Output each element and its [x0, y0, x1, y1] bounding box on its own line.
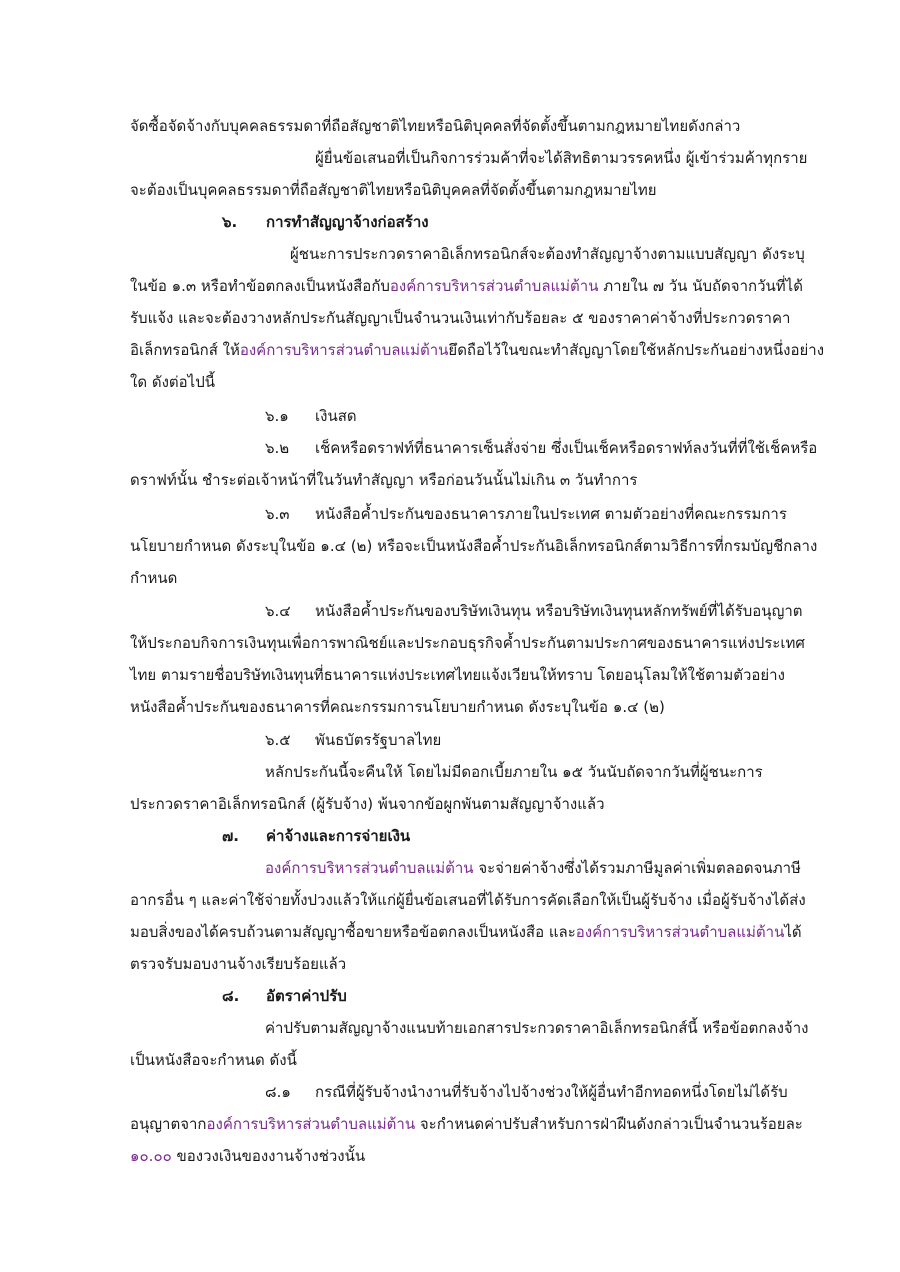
- paragraph-line: หนังสือค้ำประกันของธนาคารที่คณะกรรมการนโยบายกำหนด ดังระบุในข้อ ๑.๔ (๒): [130, 698, 665, 716]
- item-text: เช็คหรือดราฟท์ที่ธนาคารเซ็นสั่งจ่าย ซึ่งเป็นเช็คหรือดราฟท์ลงวันที่ที่ใช้เช็คหรือ: [315, 439, 818, 457]
- list-item-6-3: [265, 503, 787, 529]
- section-title: การทำสัญญาจ้างก่อสร้าง: [266, 213, 429, 231]
- text-segment: ได้: [784, 923, 802, 941]
- paragraph-line: หลักประกันนี้จะคืนให้ โดยไม่มีดอกเบี้ยภายใน ๑๕ วันนับถัดจากวันที่ผู้ชนะการ: [265, 763, 763, 781]
- paragraph-line: ผู้ยื่นข้อเสนอที่เป็นกิจการร่วมค้าที่จะได้สิทธิตามวรรคหนึ่ง ผู้เข้าร่วมค้าทุกราย: [315, 149, 808, 167]
- item-text: กรณีที่ผู้รับจ้างนำงานที่รับจ้างไปจ้างช่วงให้ผู้อื่นทำอีกทอดหนึ่งโดยไม่ได้รับ: [315, 1083, 788, 1101]
- paragraph-line: จะต้องเป็นบุคคลธรรมดาที่ถือสัญชาติไทยหรือนิติบุคคลที่จัดตั้งขึ้นตามกฎหมายไทย: [130, 181, 657, 199]
- list-item-6-5: [265, 729, 441, 755]
- org-name-highlight: องค์การบริหารส่วนตำบลแม่ต้าน: [575, 923, 785, 941]
- item-number: ๖.๒: [265, 439, 290, 457]
- item-number: ๘.๑: [265, 1083, 291, 1101]
- paragraph-line: กำหนด: [130, 569, 178, 587]
- item-text: หนังสือค้ำประกันของธนาคารภายในประเทศ ตามตัวอย่างที่คณะกรรมการ: [315, 505, 787, 523]
- list-item-6-2: [265, 437, 817, 463]
- paragraph-line: รับแจ้ง และจะต้องวางหลักประกันสัญญาเป็นจำนวนเงินเท่ากับร้อยละ ๕ ของราคาค่าจ้างที่ประกวดราคา: [130, 309, 791, 327]
- item-text: เงินสด: [315, 407, 357, 425]
- item-number: ๖.๕: [265, 731, 291, 749]
- paragraph-line: ผู้ชนะการประกวดราคาอิเล็กทรอนิกส์จะต้องทำสัญญาจ้างตามแบบสัญญา ดังระบุ: [290, 245, 805, 263]
- paragraph-line: ให้ประกอบกิจการเงินทุนเพื่อการพาณิชย์และประกอบธุรกิจค้ำประกันตามประกาศของธนาคารแห่งประเทศ: [130, 634, 805, 652]
- rate-value: ๑๐.๐๐: [130, 1147, 172, 1165]
- paragraph-line: ค่าปรับตามสัญญาจ้างแนบท้ายเอกสารประกวดราคาอิเล็กทรอนิกส์นี้ หรือข้อตกลงจ้าง: [265, 1019, 809, 1037]
- paragraph-line: ประกวดราคาอิเล็กทรอนิกส์ (ผู้รับจ้าง) พ้นจากข้อผูกพันตามสัญญาจ้างแล้ว: [130, 795, 605, 813]
- item-number: ๖.๓: [265, 505, 290, 523]
- text-segment: ภายใน ๗ วัน นับถัดจากวันที่ได้: [598, 277, 803, 295]
- text-segment: จะกำหนดค่าปรับสำหรับการฝ่าฝืนดังกล่าวเป็นจำนวนร้อยละ: [415, 1115, 803, 1133]
- section-number: ๗.: [222, 827, 239, 845]
- paragraph-line: อากรอื่น ๆ และค่าใช้จ่ายทั้งปวงแล้วให้แก่ผู้ยื่นข้อเสนอที่ได้รับการคัดเลือกให้เป็นผู้รับจ้าง เมื่อผู้รับจ้างได้ส่ง: [130, 891, 806, 909]
- text-segment: ในข้อ ๑.๓ หรือทำข้อตกลงเป็นหนังสือกับ: [130, 277, 390, 295]
- item-number: ๖.๔: [265, 602, 291, 620]
- paragraph-line: [130, 339, 824, 365]
- paragraph-line: ดราฟท์นั้น ชำระต่อเจ้าหน้าที่ในวันทำสัญญา หรือก่อนวันนั้นไม่เกิน ๓ วันทำการ: [130, 471, 638, 489]
- text-segment: อิเล็กทรอนิกส์ ให้: [130, 341, 240, 359]
- text-segment: มอบสิ่งของได้ครบถ้วนตามสัญญาซื้อขายหรือข้อตกลงเป็นหนังสือ และ: [130, 923, 576, 941]
- paragraph-line: ใด ดังต่อไปนี้: [130, 373, 215, 391]
- paragraph-line: [130, 275, 803, 301]
- text-segment: อนุญาตจาก: [130, 1115, 207, 1133]
- paragraph-line: [130, 921, 802, 947]
- text-segment: จะจ่ายค่าจ้างซึ่งได้รวมภาษีมูลค่าเพิ่มตลอดจนภาษี: [473, 859, 801, 877]
- list-item-8-1: [265, 1081, 788, 1107]
- org-name-highlight: องค์การบริหารส่วนตำบลแม่ต้าน: [206, 1115, 416, 1133]
- section-title: ค่าจ้างและการจ่ายเงิน: [266, 827, 411, 845]
- section-heading-6: [222, 211, 429, 237]
- paragraph-line: เป็นหนังสือจะกำหนด ดังนี้: [130, 1051, 297, 1069]
- paragraph-line: นโยบายกำหนด ดังระบุในข้อ ๑.๔ (๒) หรือจะเป็นหนังสือค้ำประกันอิเล็กทรอนิกส์ตามวิธีการที่กรมบัญชีกลาง: [130, 537, 818, 555]
- item-number: ๖.๑: [265, 407, 289, 425]
- org-name-highlight: องค์การบริหารส่วนตำบลแม่ต้าน: [389, 277, 599, 295]
- list-item-6-1: [265, 405, 357, 431]
- section-heading-7: [222, 825, 410, 851]
- text-segment: ของวงเงินของงานจ้างช่วงนั้น: [171, 1147, 366, 1165]
- paragraph-line: จัดซื้อจัดจ้างกับบุคคลธรรมดาที่ถือสัญชาติไทยหรือนิติบุคคลที่จัดตั้งขึ้นตามกฎหมายไทยดังกล่าว: [130, 117, 741, 135]
- paragraph-line: ไทย ตามรายชื่อบริษัทเงินทุนที่ธนาคารแห่งประเทศไทยแจ้งเวียนให้ทราบ โดยอนุโลมให้ใช้ตามตัวอย่าง: [130, 666, 785, 684]
- list-item-6-4: [265, 600, 803, 626]
- paragraph-line: [130, 1145, 365, 1171]
- item-text: พันธบัตรรัฐบาลไทย: [315, 731, 442, 749]
- section-number: ๖.: [222, 213, 238, 231]
- section-number: ๘.: [222, 987, 240, 1005]
- org-name-highlight: องค์การบริหารส่วนตำบลแม่ต้าน: [239, 341, 449, 359]
- paragraph-line: [265, 857, 801, 883]
- paragraph-line: ตรวจรับมอบงานจ้างเรียบร้อยแล้ว: [130, 955, 347, 973]
- section-heading-8: [222, 985, 347, 1011]
- org-name-highlight: องค์การบริหารส่วนตำบลแม่ต้าน: [265, 859, 474, 877]
- section-title: อัตราค่าปรับ: [266, 987, 347, 1005]
- text-segment: ยึดถือไว้ในขณะทำสัญญาโดยใช้หลักประกันอย่างหนึ่งอย่าง: [448, 341, 825, 359]
- item-text: หนังสือค้ำประกันของบริษัทเงินทุน หรือบริษัทเงินทุนหลักทรัพย์ที่ได้รับอนุญาต: [315, 602, 803, 620]
- paragraph-line: [130, 1113, 803, 1139]
